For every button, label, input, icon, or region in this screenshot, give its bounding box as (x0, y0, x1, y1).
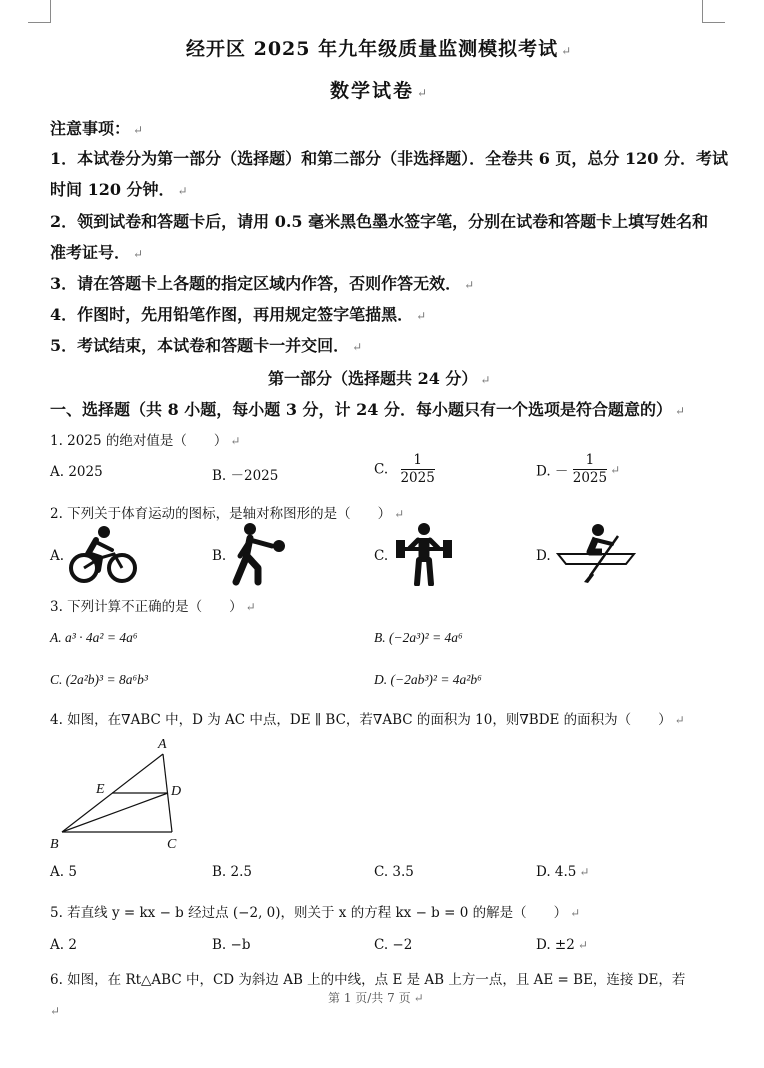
cyclist-icon (66, 524, 140, 584)
question-1-option-a: A. 2025 (50, 464, 103, 480)
question-2-stem: 2. 下列关于体育运动的图标，是轴对称图形的是（ ） ↵ (50, 506, 405, 522)
question-3-option-d: D. (−2ab³)² = 4a²b⁶ (374, 672, 482, 687)
part1-heading: 第一部分（选择题共 24 分） ↵ (268, 369, 491, 388)
notice-item: 1．本试卷分为第一部分（选择题）和第二部分（非选择题）．全卷共 6 页，总分 120 分．考试 (50, 149, 728, 168)
question-1-stem: 1. 2025 的绝对值是（ ） ↵ (50, 433, 241, 449)
weightlifter-icon (392, 522, 456, 586)
vertex-label-e: E (96, 782, 105, 797)
question-5-option-a: A. 2 (50, 937, 77, 953)
fraction: $\frac{1}{2025}$ (572, 452, 608, 486)
question-3-stem: 3. 下列计算不正确的是（ ） ↵ (50, 599, 256, 615)
question-3-option-c: C. (2a²b)³ = 8a⁶b³ (50, 672, 148, 687)
exam-title: 经开区 2025 年九年级质量监测模拟考试 ↵ (186, 38, 573, 60)
notice-item: 5．考试结束，本试卷和答题卡一并交回． ↵ (50, 336, 363, 355)
question-3-option-b: B. (−2a³)² = 4a⁶ (374, 630, 463, 645)
question-3-option-a: A. a³ · 4a² = 4a⁶ (50, 630, 138, 645)
notice-item: 时间 120 分钟． ↵ (50, 180, 188, 199)
question-2-label-b: B. (212, 548, 227, 564)
question-1-option-c: C. $\frac{1}{2025}$ (374, 452, 435, 486)
section-heading: 一、选择题（共 8 小题，每小题 3 分，计 24 分．每小题只有一个选项是符合题意的） ↵ (50, 400, 686, 419)
question-5-option-d: D. ±2 ↵ (536, 937, 588, 953)
question-1-option-b: B. －2025 (212, 468, 279, 484)
notice-item: 3．请在答题卡上各题的指定区域内作答，否则作答无效． ↵ (50, 274, 475, 293)
rower-icon (556, 522, 636, 584)
page-footer: 第 1 页/共 7 页 ↵ (328, 991, 424, 1005)
question-4-option-a: A. 5 (50, 864, 77, 880)
question-6-stem: 6. 如图，在 Rt△ABC 中，CD 为斜边 AB 上的中线，点 E 是 AB 上方一点，且 AE = BE，连接 DE，若 (50, 972, 686, 988)
notice-heading: 注意事项： ↵ (50, 119, 144, 138)
question-2-label-c: C. (374, 548, 389, 564)
fraction: $\frac{1}{2025}$ (400, 452, 435, 486)
crop-mark-left (28, 0, 51, 23)
notice-item: 4．作图时，先用铅笔作图，再用规定签字笔描黑． ↵ (50, 305, 427, 324)
triangle-figure (46, 734, 206, 854)
question-5-option-b: B. −b (212, 937, 251, 953)
question-2-label-a: A. (50, 548, 65, 564)
vertex-label-a: A (158, 737, 167, 752)
question-1-option-d: D. － $\frac{1}{2025}$ ↵ (536, 452, 621, 486)
vertex-label-b: B (50, 837, 59, 852)
question-4-stem: 4. 如图，在∇ABC 中，D 为 AC 中点，DE ∥ BC，若∇ABC 的面积为 10，则∇BDE 的面积为（ ） ↵ (50, 712, 685, 728)
notice-item: 准考证号． ↵ (50, 243, 144, 262)
question-2-label-d: D. (536, 548, 551, 564)
crop-mark-right (702, 0, 725, 23)
question-4-option-b: B. 2.5 (212, 864, 252, 880)
exam-subtitle: 数学试卷 ↵ (330, 80, 430, 102)
notice-item: 2．领到试卷和答题卡后，请用 0.5 毫米黑色墨水签字笔，分别在试卷和答题卡上填写姓名和 (50, 212, 709, 231)
question-4-option-c: C. 3.5 (374, 864, 414, 880)
question-5-stem: 5. 若直线 y = kx − b 经过点 (−2, 0)，则关于 x 的方程 kx − b = 0 的解是（ ） ↵ (50, 905, 581, 921)
vertex-label-c: C (167, 837, 177, 852)
walker-icon (226, 522, 290, 586)
question-5-option-c: C. −2 (374, 937, 413, 953)
paragraph-mark: ↵ (50, 1004, 61, 1018)
vertex-label-d: D (171, 784, 182, 799)
question-4-option-d: D. 4.5 ↵ (536, 864, 590, 880)
